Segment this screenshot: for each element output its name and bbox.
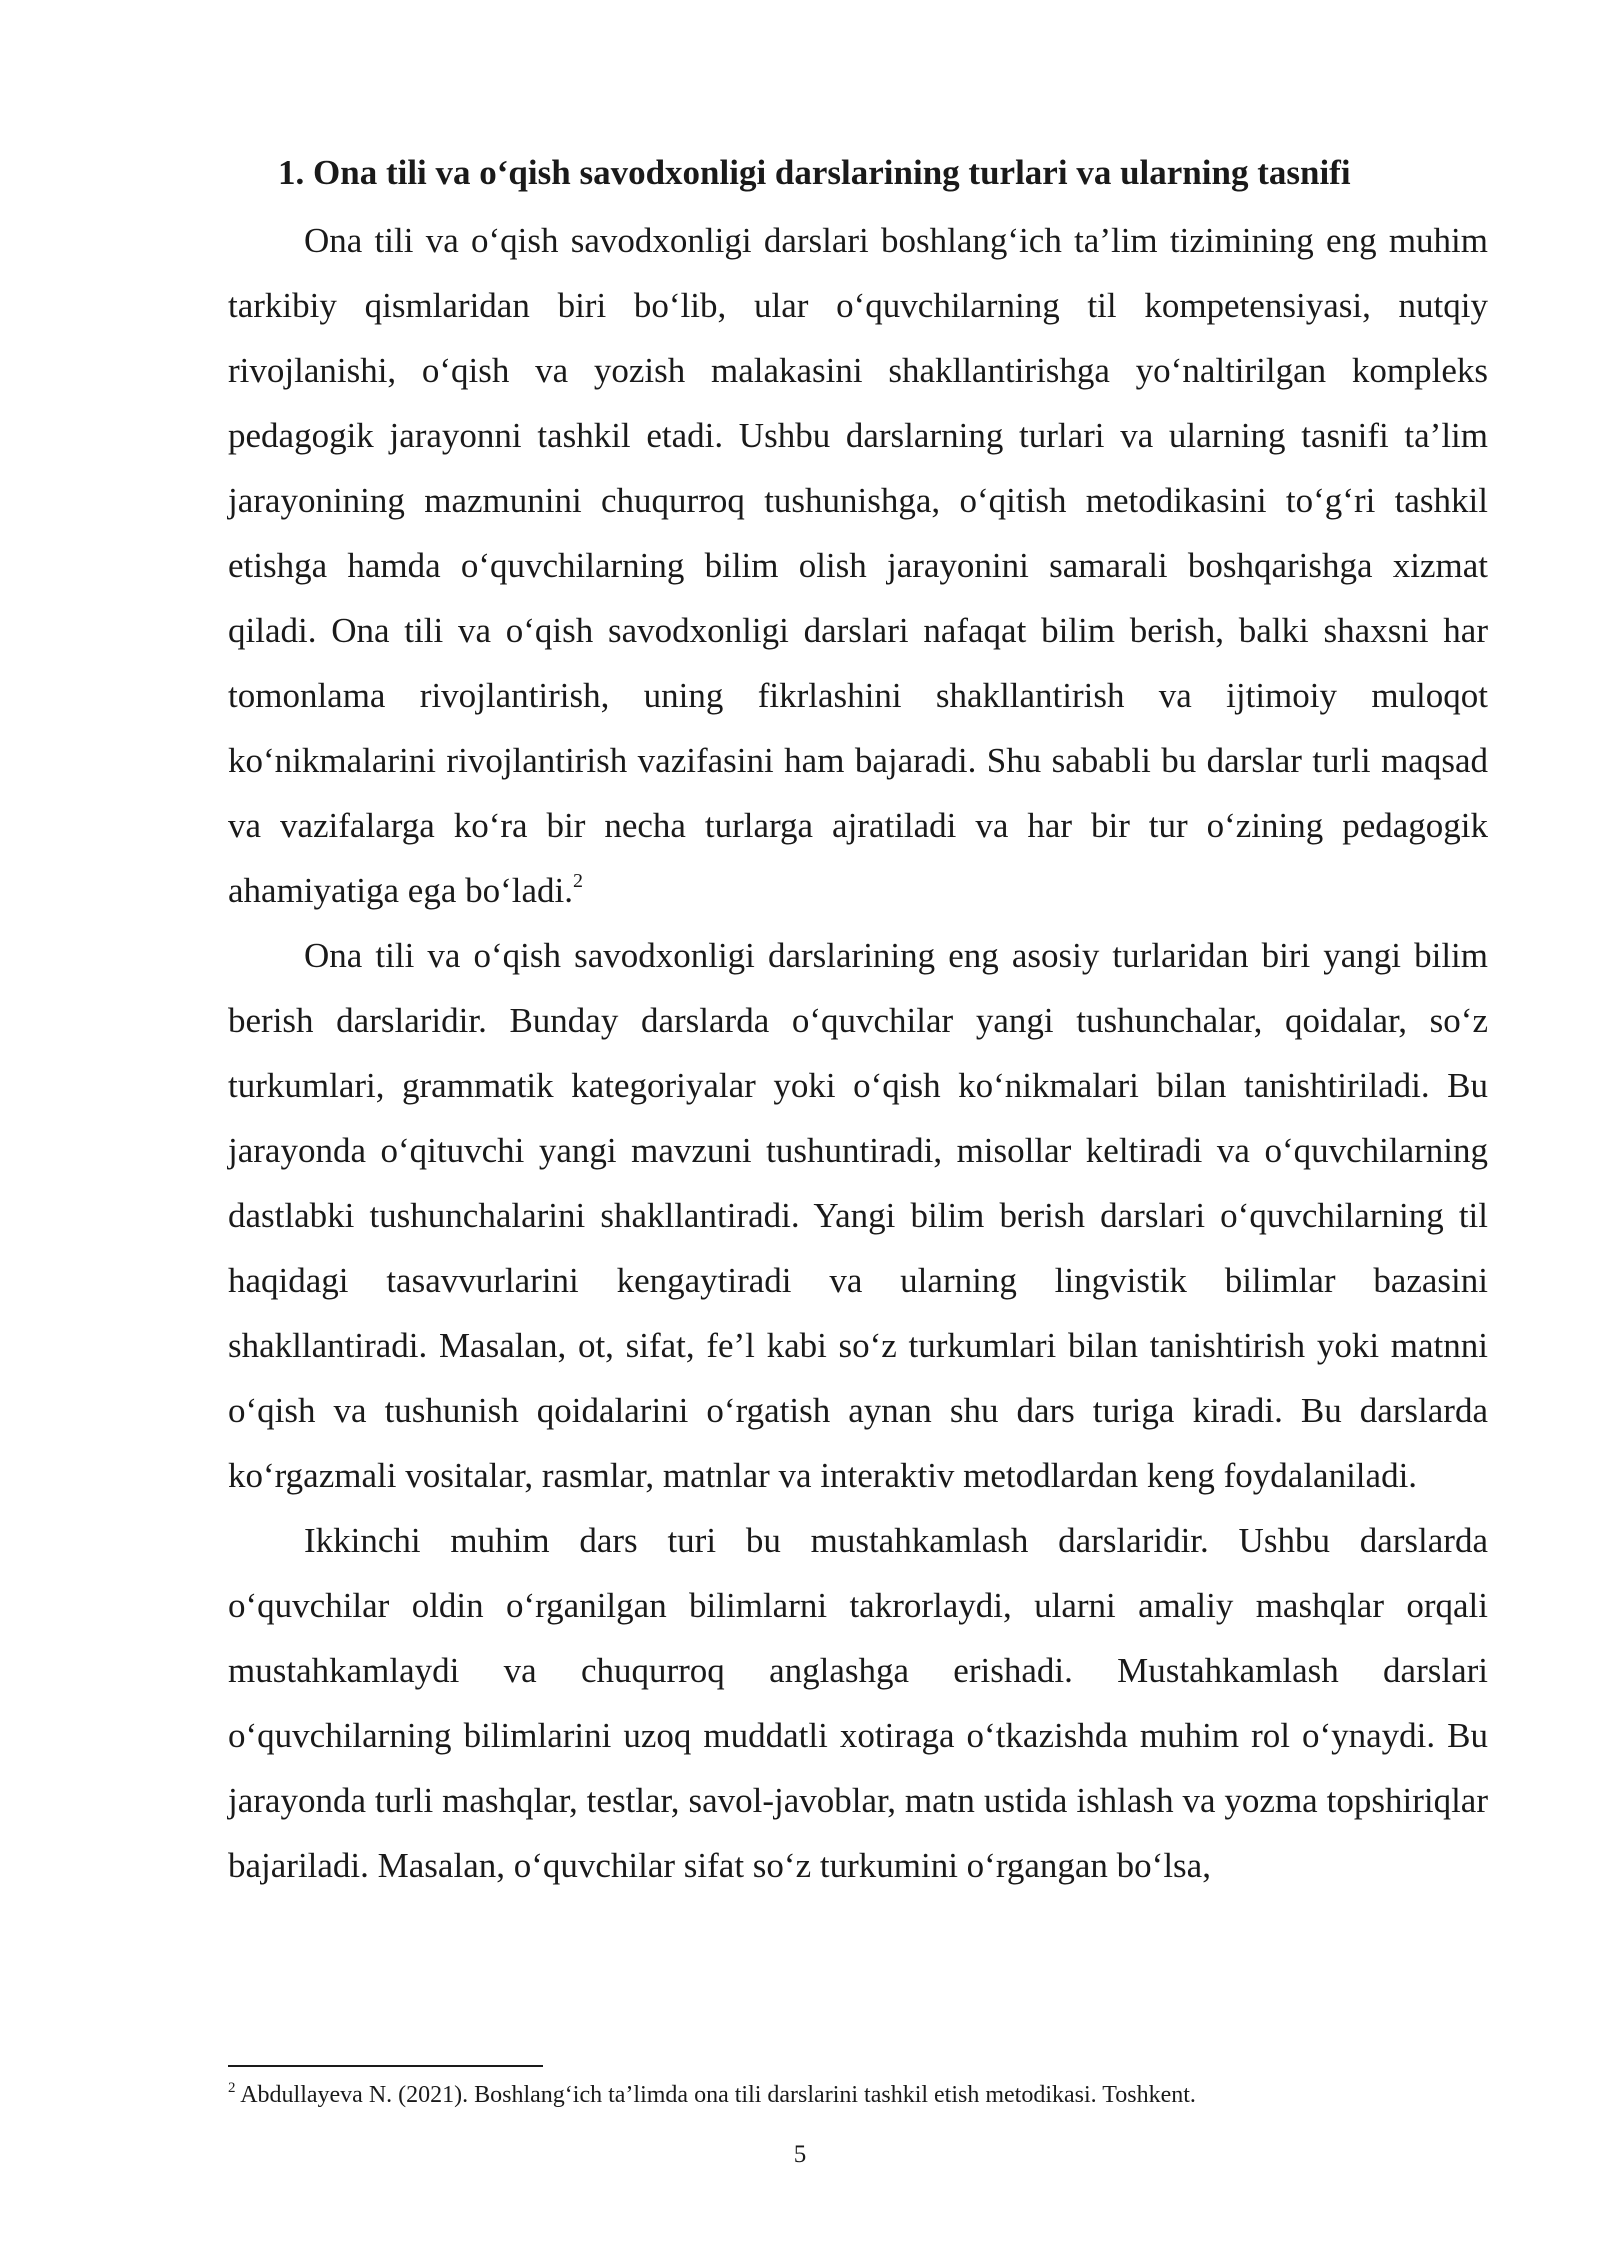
section-heading: 1. Ona tili va o‘qish savodxonligi darslarining turlari va ularning tasnifi xyxy=(278,153,1351,192)
paragraph-1 xyxy=(228,208,1488,923)
footnote xyxy=(228,2080,1488,2110)
footnote-number: 2 xyxy=(228,2080,236,2096)
paragraph-2-text: Ona tili va o‘qish savodxonligi darslarining eng asosiy turlaridan biri yangi bilim berish darslaridir. Bunday darslarda o‘quvchilar yangi tushunchalar, qoidalar, so‘z turkumlari, grammatik kategoriyalar yoki o‘qish ko‘nikmalari bilan tanishtiriladi. Bu jarayonda o‘qituvchi yangi mavzuni tushuntiradi, misollar keltiradi va o‘quvchilarning dastlabki tushunchalarini shakllantiradi. Yangi bilim berish darslari o‘quvchilarning til haqidagi tasavvurlarini kengaytiradi va ularning lingvistik bilimlar bazasini shakllantiradi. Masalan, ot, sifat, fe’l kabi so‘z turkumlari bilan tanishtirish yoki matnni o‘qish va tushunish qoidalarini o‘rgatish aynan shu dars turiga kiradi. Bu darslarda ko‘rgazmali vositalar, rasmlar, matnlar va interaktiv metodlardan keng foydalaniladi. xyxy=(228,936,1488,1495)
paragraph-1-text: Ona tili va o‘qish savodxonligi darslari boshlang‘ich ta’lim tizimining eng muhim tarkibiy qismlaridan biri bo‘lib, ular o‘quvchilarning til kompetensiyasi, nutqiy rivojlanishi, o‘qish va yozish malakasini shakllantirishga yo‘naltirilgan kompleks pedagogik jarayonni tashkil etadi. Ushbu darslarning turlari va ularning tasnifi ta’lim jarayonining mazmunini chuqurroq tushunishga, o‘qitish metodikasini to‘g‘ri tashkil etishga hamda o‘quvchilarning bilim olish jarayonini samarali boshqarishga xizmat qiladi. Ona tili va o‘qish savodxonligi darslari nafaqat bilim berish, balki shaxsni har tomonlama rivojlantirish, uning fikrlashini shakllantirish va ijtimoiy muloqot ko‘nikmalarini rivojlantirish vazifasini ham bajaradi. Shu sababli bu darslar turli maqsad va vazifalarga ko‘ra bir necha turlarga ajratiladi va har bir tur o‘zining pedagogik ahamiyatiga ega bo‘ladi. xyxy=(228,221,1488,910)
page-number: 5 xyxy=(793,2141,807,2168)
footnote-separator xyxy=(228,2065,543,2067)
paragraph-3-text: Ikkinchi muhim dars turi bu mustahkamlash darslaridir. Ushbu darslarda o‘quvchilar oldin o‘rganilgan bilimlarni takrorlaydi, ularni amaliy mashqlar orqali mustahkamlaydi va chuqurroq anglashga erishadi. Mustahkamlash darslari o‘quvchilarning bilimlarini uzoq muddatli xotiraga o‘tkazishda muhim rol o‘ynaydi. Bu jarayonda turli mashqlar, testlar, savol-javoblar, matn ustida ishlash va yozma topshiriqlar bajariladi. Masalan, o‘quvchilar sifat so‘z turkumini o‘rgangan bo‘lsa, xyxy=(228,1521,1488,1885)
paragraph-3 xyxy=(228,1508,1488,1898)
paragraph-2 xyxy=(228,923,1488,1508)
footnote-text: Abdullayeva N. (2021). Boshlang‘ich ta’limda ona tili darslarini tashkil etish metodikasi. Toshkent. xyxy=(240,2082,1196,2108)
footnote-reference[interactable]: 2 xyxy=(573,870,583,893)
body-text xyxy=(228,208,1488,1898)
